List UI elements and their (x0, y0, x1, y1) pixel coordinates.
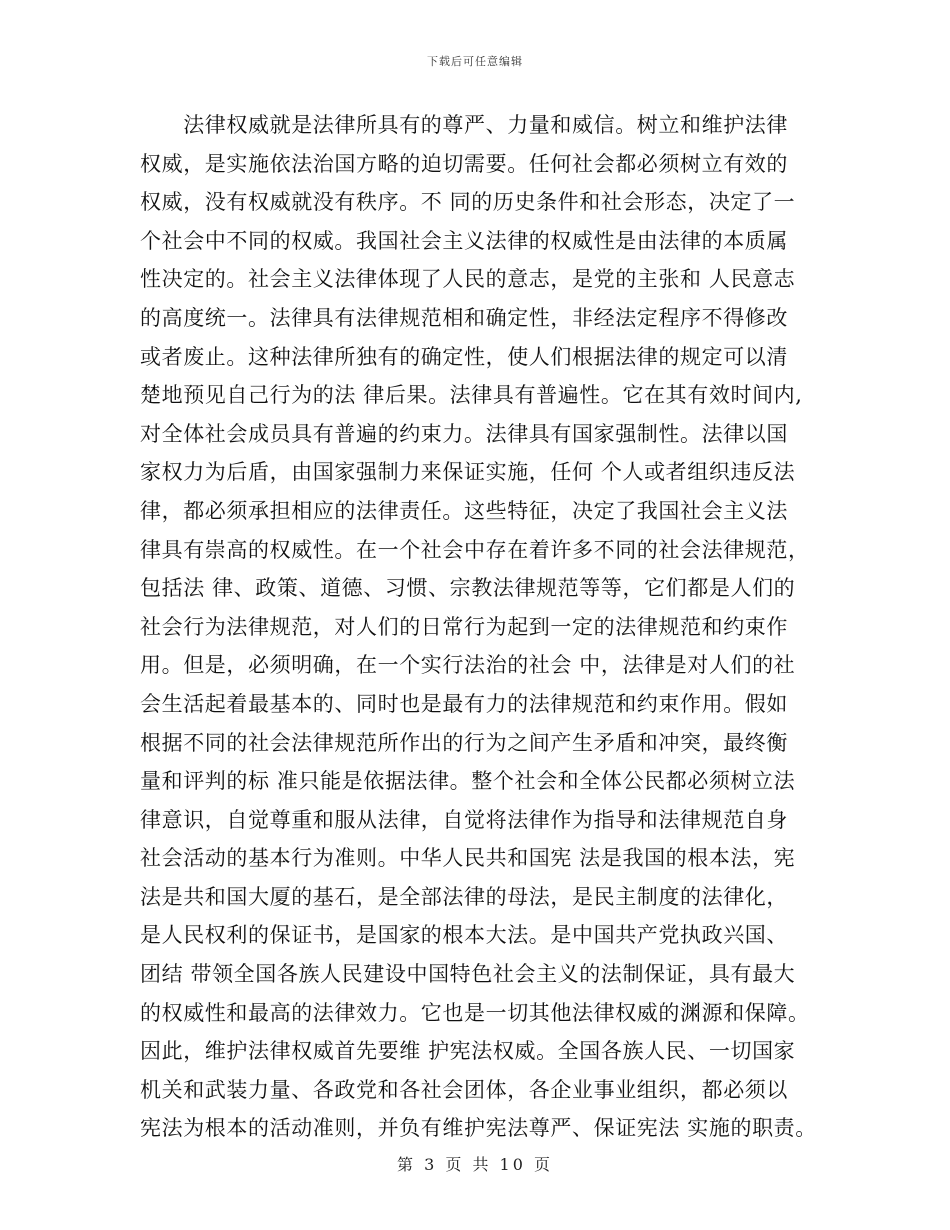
page-number-footer: 第 3 页 共 10 页 (397, 1155, 553, 1174)
text-line: 家权力为后盾，由国家强制力来保证实施，任何 个人或者组织违反法 (140, 460, 796, 485)
text-line: 的权威性和最高的法律效力。它也是一切其他法律权威的渊源和保障。 (140, 1000, 810, 1025)
text-line: 个社会中不同的权威。我国社会主义法律的权威性是由法律的本质属 (140, 228, 788, 253)
text-line: 因此，维护法律权威首先要维 护宪法权威。全国各族人民、一切国家 (140, 1039, 796, 1064)
text-line: 根据不同的社会法律规范所作出的行为之间产生矛盾和冲突，最终衡 (140, 730, 788, 755)
text-line: 包括法 律、政策、道德、习惯、宗教法律规范等等，它们都是人们的 (140, 576, 796, 601)
text-line: 量和评判的标 准只能是依据法律。整个社会和全体公民都必须树立法 (140, 769, 796, 794)
text-line: 团结 带领全国各族人民建设中国特色社会主义的法制保证，具有最大 (140, 962, 796, 987)
text-line: 宪法为根本的活动准则，并负有维护宪法尊严、保证宪法 实施的职责。 (140, 1116, 817, 1141)
document-body (140, 106, 820, 1148)
text-line: 律，都必须承担相应的法律责任。这些特征，决定了我国社会主义法 (140, 498, 788, 523)
text-line: 社会行为法律规范，对人们的日常行为起到一定的法律规范和约束作 (140, 614, 788, 639)
text-line: 社会活动的基本行为准则。中华人民共和国宪 法是我国的根本法，宪 (140, 846, 796, 871)
text-line: 或者废止。这种法律所独有的确定性，使人们根据法律的规定可以清 (140, 344, 788, 369)
text-line: 机关和武装力量、各政党和各社会团体，各企业事业组织，都必须以 (140, 1077, 788, 1102)
text-line: 用。但是，必须明确，在一个实行法治的社会 中，法律是对人们的社 (140, 653, 796, 678)
text-line: 的高度统一。法律具有法律规范相和确定性，非经法定程序不得修改 (140, 305, 788, 330)
text-line: 是人民权利的保证书，是国家的根本大法。是中国共产党执政兴国、 (140, 923, 788, 948)
text-line: 法律权威就是法律所具有的尊严、力量和威信。树立和维护法律 (140, 113, 788, 137)
text-line: 律具有崇高的权威性。在一个社会中存在着许多不同的社会法律规范， (140, 537, 810, 562)
text-line: 法是共和国大厦的基石，是全部法律的母法，是民主制度的法律化， (140, 884, 788, 909)
text-line: 对全体社会成员具有普遍的约束力。法律具有国家强制性。法律以国 (140, 421, 788, 446)
text-line: 律意识，自觉尊重和服从法律，自觉将法律作为指导和法律规范自身 (140, 807, 788, 832)
text-line: 会生活起着最基本的、同时也是最有力的法律规范和约束作用。假如 (140, 691, 788, 716)
text-line: 楚地预见自己行为的法 律后果。法律具有普遍性。它在其有效时间内, (140, 383, 803, 408)
text-line: 权威，没有权威就没有秩序。不 同的历史条件和社会形态，决定了一 (140, 190, 796, 215)
header-note: 下载后可任意编辑 (427, 55, 523, 68)
text-line: 权威，是实施依法治国方略的迫切需要。任何社会都必须树立有效的 (140, 151, 788, 176)
text-line: 性决定的。社会主义法律体现了人民的意志，是党的主张和 人民意志 (140, 267, 796, 292)
